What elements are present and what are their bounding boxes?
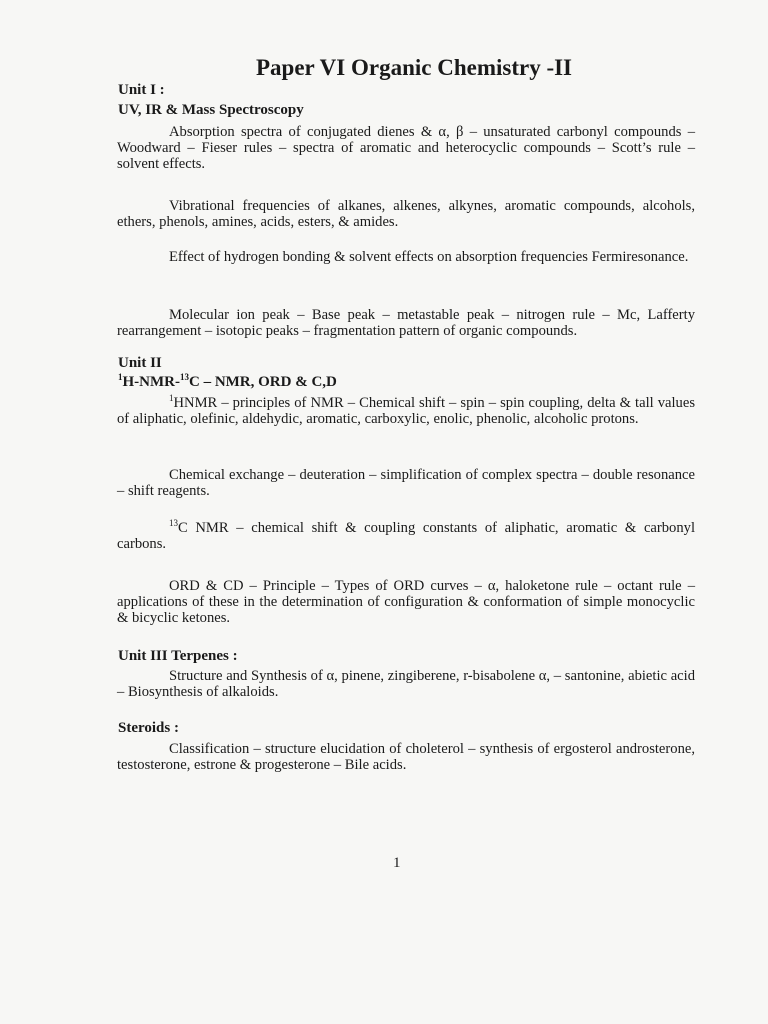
unit-2-para-3 [117, 520, 695, 552]
unit-1-para-4-text: Molecular ion peak – Base peak – metastable peak – nitrogen rule – Mc, Lafferty rearrangement – isotopic peaks – fragmentation pattern of organic compounds. [117, 307, 695, 339]
unit-2-topic-sup-2: 13 [179, 372, 189, 382]
unit-1-label: Unit I : [118, 82, 165, 98]
unit-2-para-2 [117, 467, 695, 499]
unit-3-para-1-text: Structure and Synthesis of α, pinene, zingiberene, r-bisabolene α, – santonine, abietic acid – Biosynthesis of alkaloids. [117, 668, 695, 700]
unit-2-para-1-text: HNMR – principles of NMR – Chemical shift – spin – spin coupling, delta & tall values of aliphatic, olefinic, aldehydic, aromatic, carboxylic, enolic, phenolic, alcoholic protons. [117, 395, 695, 427]
unit-1-para-3 [117, 249, 695, 265]
steroids-para-1 [117, 741, 695, 773]
unit-2-topic-sup-1: 1 [118, 372, 123, 382]
page-title: Paper VI Organic Chemistry -II [255, 55, 572, 80]
unit-3-label: Unit III Terpenes : [118, 648, 238, 664]
unit-2-para-2-text: Chemical exchange – deuteration – simplification of complex spectra – double resonance – shift reagents. [117, 467, 695, 499]
unit-2-topic [118, 374, 337, 391]
unit-2-topic-b: C – NMR, ORD & C,D [188, 374, 337, 390]
unit-3-para-1 [117, 668, 695, 700]
unit-1-para-1-text: Absorption spectra of conjugated dienes & α, β – unsaturated carbonyl compounds – Woodward – Fieser rules – spectra of aromatic and heterocyclic compounds – Scott’s rule – solvent effects. [117, 124, 695, 172]
unit-1-para-2 [117, 198, 695, 230]
unit-1-para-2-text: Vibrational frequencies of alkanes, alkenes, alkynes, aromatic compounds, alcohols, ethers, phenols, amines, acids, esters, & amides. [117, 198, 695, 230]
unit-2-para-1-sup: 1 [169, 393, 174, 403]
unit-2-topic-a: H-NMR- [122, 374, 180, 390]
page-number: 1 [393, 855, 401, 871]
unit-2-para-4-text: ORD & CD – Principle – Types of ORD curves – α, haloketone rule – octant rule – applications of these in the determination of configuration & conformation of simple monocyclic & bicyclic ketones. [117, 578, 695, 626]
steroids-para-1-text: Classification – structure elucidation of choleterol – synthesis of ergosterol androsterone, testosterone, estrone & progesterone – Bile acids. [117, 741, 695, 773]
unit-2-label: Unit II [118, 355, 162, 371]
unit-1-para-3-text: Effect of hydrogen bonding & solvent effects on absorption frequencies Fermiresonance. [169, 249, 689, 265]
steroids-label: Steroids : [118, 720, 179, 736]
unit-1-topic: UV, IR & Mass Spectroscopy [118, 102, 304, 118]
unit-2-para-3-text: C NMR – chemical shift & coupling constants of aliphatic, aromatic & carbonyl carbons. [117, 520, 695, 552]
unit-2-para-4 [117, 578, 695, 626]
unit-2-para-1 [117, 395, 695, 427]
unit-2-para-3-sup: 13 [169, 518, 178, 528]
unit-1-para-1 [117, 124, 695, 172]
unit-1-para-4 [117, 307, 695, 339]
